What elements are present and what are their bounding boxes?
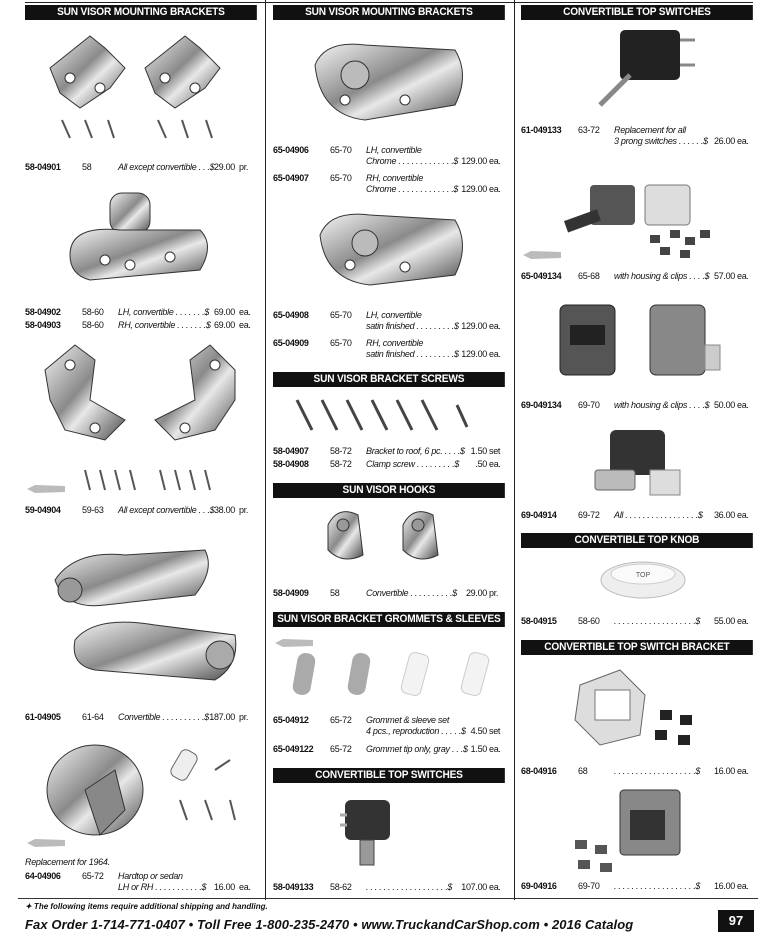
section-header: SUN VISOR BRACKET SCREWS (273, 372, 505, 387)
sun-visor-bracket-image (40, 28, 240, 148)
page-number: 97 (718, 910, 754, 932)
section-header: SUN VISOR MOUNTING BRACKETS (25, 5, 257, 20)
section-header: CONVERTIBLE TOP KNOB (521, 533, 753, 548)
note-text: Replacement for 1964. (25, 857, 110, 867)
hardtop-bracket-image (45, 740, 245, 840)
section-header: CONVERTIBLE TOP SWITCHES (273, 768, 505, 783)
convertible-bracket-chrome-image (305, 35, 470, 130)
footer-rule (18, 898, 758, 899)
list-item: 65-04907 65-70 RH, convertible Chrome . . . . . . . . . . . . .$ 129.00 ea. (273, 173, 501, 194)
convertible-bracket-set-image (35, 540, 245, 690)
brand-logo-icon (521, 250, 563, 260)
top-knob-image (598, 558, 688, 603)
column-divider (265, 0, 266, 900)
convertible-bracket-satin-image (310, 205, 470, 295)
top-switch-image (335, 790, 415, 870)
shipping-note: ✦ The following items require additional shipping and handling. (25, 902, 268, 911)
sun-visor-hooks-image (318, 505, 448, 570)
list-item: 61-049133 63-72 Replacement for all 3 prong switches . . . . . .$ 26.00 ea. (521, 125, 749, 146)
brand-logo-icon (25, 484, 67, 494)
bracket-screws-image (292, 395, 482, 435)
section-header: SUN VISOR BRACKET GROMMETS & SLEEVES (273, 612, 505, 627)
switch-housing-image (555, 300, 725, 385)
switch-bracket-6970-image (570, 785, 700, 875)
switch-bracket-image (570, 665, 710, 755)
top-rule (25, 2, 753, 3)
replacement-switch-image (590, 25, 700, 110)
list-item: 65-04909 65-70 RH, convertible satin finished . . . . . . . . .$ 129.00 ea. (273, 338, 501, 359)
section-header: SUN VISOR HOOKS (273, 483, 505, 498)
convertible-bracket-image (60, 185, 220, 285)
brand-logo-icon (25, 838, 67, 848)
section-header: CONVERTIBLE TOP SWITCH BRACKET (521, 640, 753, 655)
column-divider (514, 0, 515, 900)
knob-text: TOP (635, 572, 651, 579)
section-header: SUN VISOR MOUNTING BRACKETS (273, 5, 505, 20)
list-item: 64-04906 65-72 Hardtop or sedan LH or RH . . . . . . . . . . .$ 16.00 ea. (25, 871, 251, 892)
grommets-sleeves-image (285, 645, 505, 705)
bracket-pair-image (35, 340, 250, 495)
switch-all-image (590, 425, 690, 500)
switch-housing-clips-image (560, 175, 720, 260)
list-item: 65-04908 65-70 LH, convertible satin finished . . . . . . . . .$ 129.00 ea. (273, 310, 501, 331)
list-item: 65-04912 65-72 Grommet & sleeve set 4 pcs., reproduction . . . . .$ 4.50 set (273, 715, 501, 736)
footer-contact: Fax Order 1-714-771-0407 • Toll Free 1-800-235-2470 • www.TruckandCarShop.com • 2016 Catalog (25, 917, 634, 932)
list-item: 65-04906 65-70 LH, convertible Chrome . . . . . . . . . . . . .$ 129.00 ea. (273, 145, 501, 166)
section-header: CONVERTIBLE TOP SWITCHES (521, 5, 753, 20)
